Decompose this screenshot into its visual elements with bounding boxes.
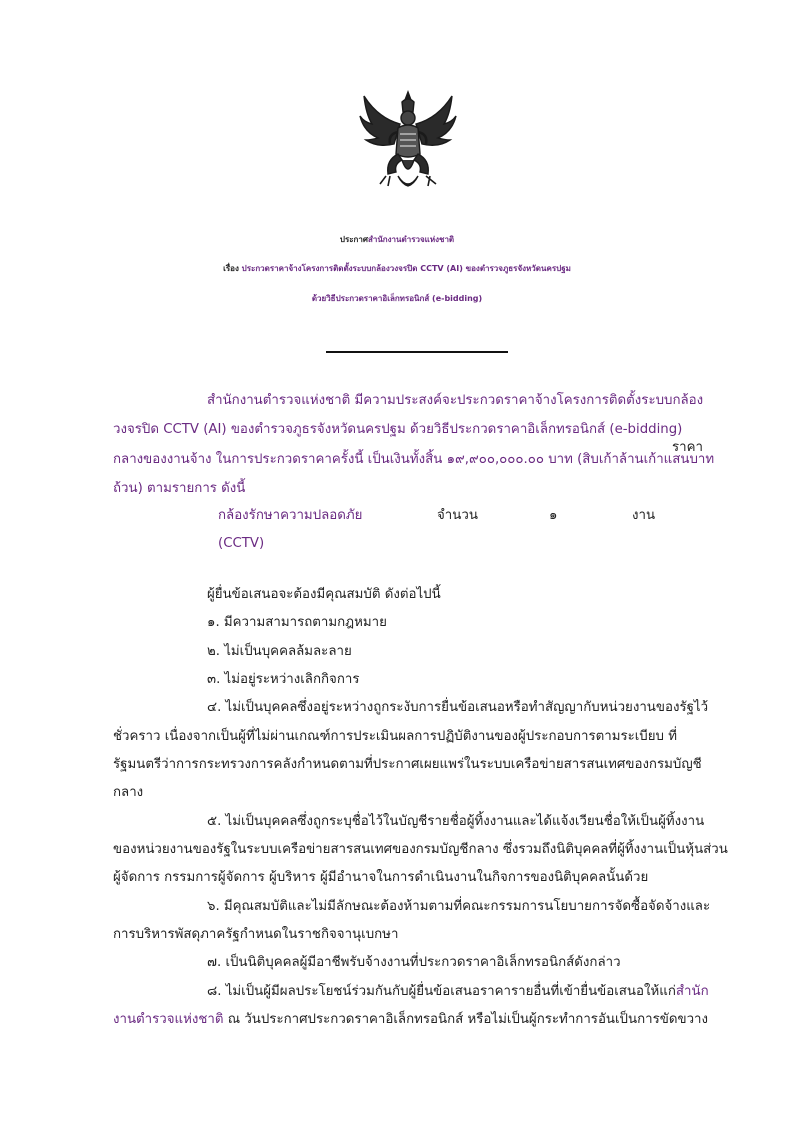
subject-text-1: ประกวดราคาจ้างโครงการติดตั้งระบบกล้องวงจรปิด CCTV (AI) ของตำรวจภูธรจังหวัดนครปฐม [241,264,571,273]
title-part2: สำนักงานตำรวจแห่งชาติ [367,235,455,244]
qualification-8-line-2a: งานตำรวจแห่งชาติ [113,1012,224,1027]
title-divider [326,351,508,353]
qualification-8-line-2b: ณ วันประกาศประกวดราคาอิเล็กทรอนิกส์ หรือไม่เป็นผู้กระทำการอันเป็นการขัดขวาง [227,1012,708,1027]
qualification-4-line-2: ชั่วคราว เนื่องจากเป็นผู้ที่ไม่ผ่านเกณฑ์การประเมินผลการปฏิบัติงานของผู้ประกอบการตามระเบียบ ที่ [113,729,677,744]
item-name-line-2: (CCTV) [218,536,265,551]
garuda-emblem-icon [358,88,458,200]
qualification-8-line-2 [113,1011,708,1029]
item-name: กล้องรักษาความปลอดภัย [218,508,363,523]
intro-line-2a: วงจรปิด CCTV (AI) ของตำรวจภูธรจังหวัดนครปฐม ด้วยวิธีประกวดราคาอิเล็กทรอนิกส์ (e-bidding) [113,422,683,437]
intro-line-4: ถ้วน) ตามรายการ ดังนี้ [113,481,246,496]
announcement-title [0,233,794,246]
qualification-6-line-2: การบริหารพัสดุภาครัฐกำหนดในราชกิจจานุเบกษา [113,927,399,942]
item-qty: ๑ [549,508,558,523]
qualification-8-line-1a: ๘. ไม่เป็นผู้มีผลประโยชน์ร่วมกันกับผู้ยื่นข้อเสนอราคารายอื่นที่เข้ายื่นข้อเสนอให้แก่ [207,984,676,999]
item-qty-label: จำนวน [437,508,478,523]
qualification-1: ๑. มีความสามารถตามกฎหมาย [207,615,387,630]
qualification-4-line-3: รัฐมนตรีว่าการกระทรวงการคลังกำหนดตามที่ประกาศเผยแพร่ในระบบเครือข่ายสารสนเทศของกรมบัญชี [113,757,702,772]
qualification-7: ๗. เป็นนิติบุคคลผู้มีอาชีพรับจ้างงานที่ประกวดราคาอิเล็กทรอนิกส์ดังกล่าว [207,955,621,970]
subject-label: เรื่อง [223,264,239,273]
qualification-2: ๒. ไม่เป็นบุคคลล้มละลาย [207,644,352,659]
qualification-8-line-1 [207,983,709,1001]
qualification-3: ๓. ไม่อยู่ระหว่างเลิกกิจการ [207,672,360,687]
intro-line-1: สำนักงานตำรวจแห่งชาติ มีความประสงค์จะประกวดราคาจ้างโครงการติดตั้งระบบกล้อง [207,393,704,408]
qualification-5-line-3: ผู้จัดการ กรรมการผู้จัดการ ผู้บริหาร ผู้มีอำนาจในการดำเนินงานในกิจการของนิติบุคคลนั้นด้วย [113,870,649,885]
subject-line-1 [0,262,794,275]
title-part1: ประกาศ [339,235,368,244]
intro-line-3: กลางของงานจ้าง ในการประกวดราคาครั้งนี้ เป็นเงินทั้งสิ้น ๑๙,๙๐๐,๐๐๐.๐๐ บาท (สิบเก้าล้านเก้าแสนบาท [113,452,715,467]
qualification-4-line-1: ๔. ไม่เป็นบุคคลซึ่งอยู่ระหว่างถูกระงับการยื่นข้อเสนอหรือทำสัญญากับหน่วยงานของรัฐไว้ [207,700,709,715]
qualification-8-line-1b: สำนัก [675,984,709,999]
qualification-5-line-1: ๕. ไม่เป็นบุคคลซึ่งถูกระบุชื่อไว้ในบัญชีรายชื่อผู้ทิ้งงานและได้แจ้งเวียนชื่อให้เป็นผู้ทิ้งงาน [207,814,705,829]
subject-line-2: ด้วยวิธีประกวดราคาอิเล็กทรอนิกส์ (e-bidding) [311,294,483,303]
intro-line-2b: ราคา [672,440,703,455]
item-unit: งาน [632,508,656,523]
qualification-6-line-1: ๖. มีคุณสมบัติและไม่มีลักษณะต้องห้ามตามที่คณะกรรมการนโยบายการจัดซื้อจัดจ้างและ [207,899,711,914]
qualification-4-line-4: กลาง [113,785,144,800]
qualification-5-line-2: ของหน่วยงานของรัฐในระบบเครือข่ายสารสนเทศของกรมบัญชีกลาง ซึ่งรวมถึงนิติบุคคลที่ผู้ทิ้งงานเป็นหุ้นส่วน [113,842,728,857]
qualifications-heading: ผู้ยื่นข้อเสนอจะต้องมีคุณสมบัติ ดังต่อไปนี้ [207,587,441,602]
